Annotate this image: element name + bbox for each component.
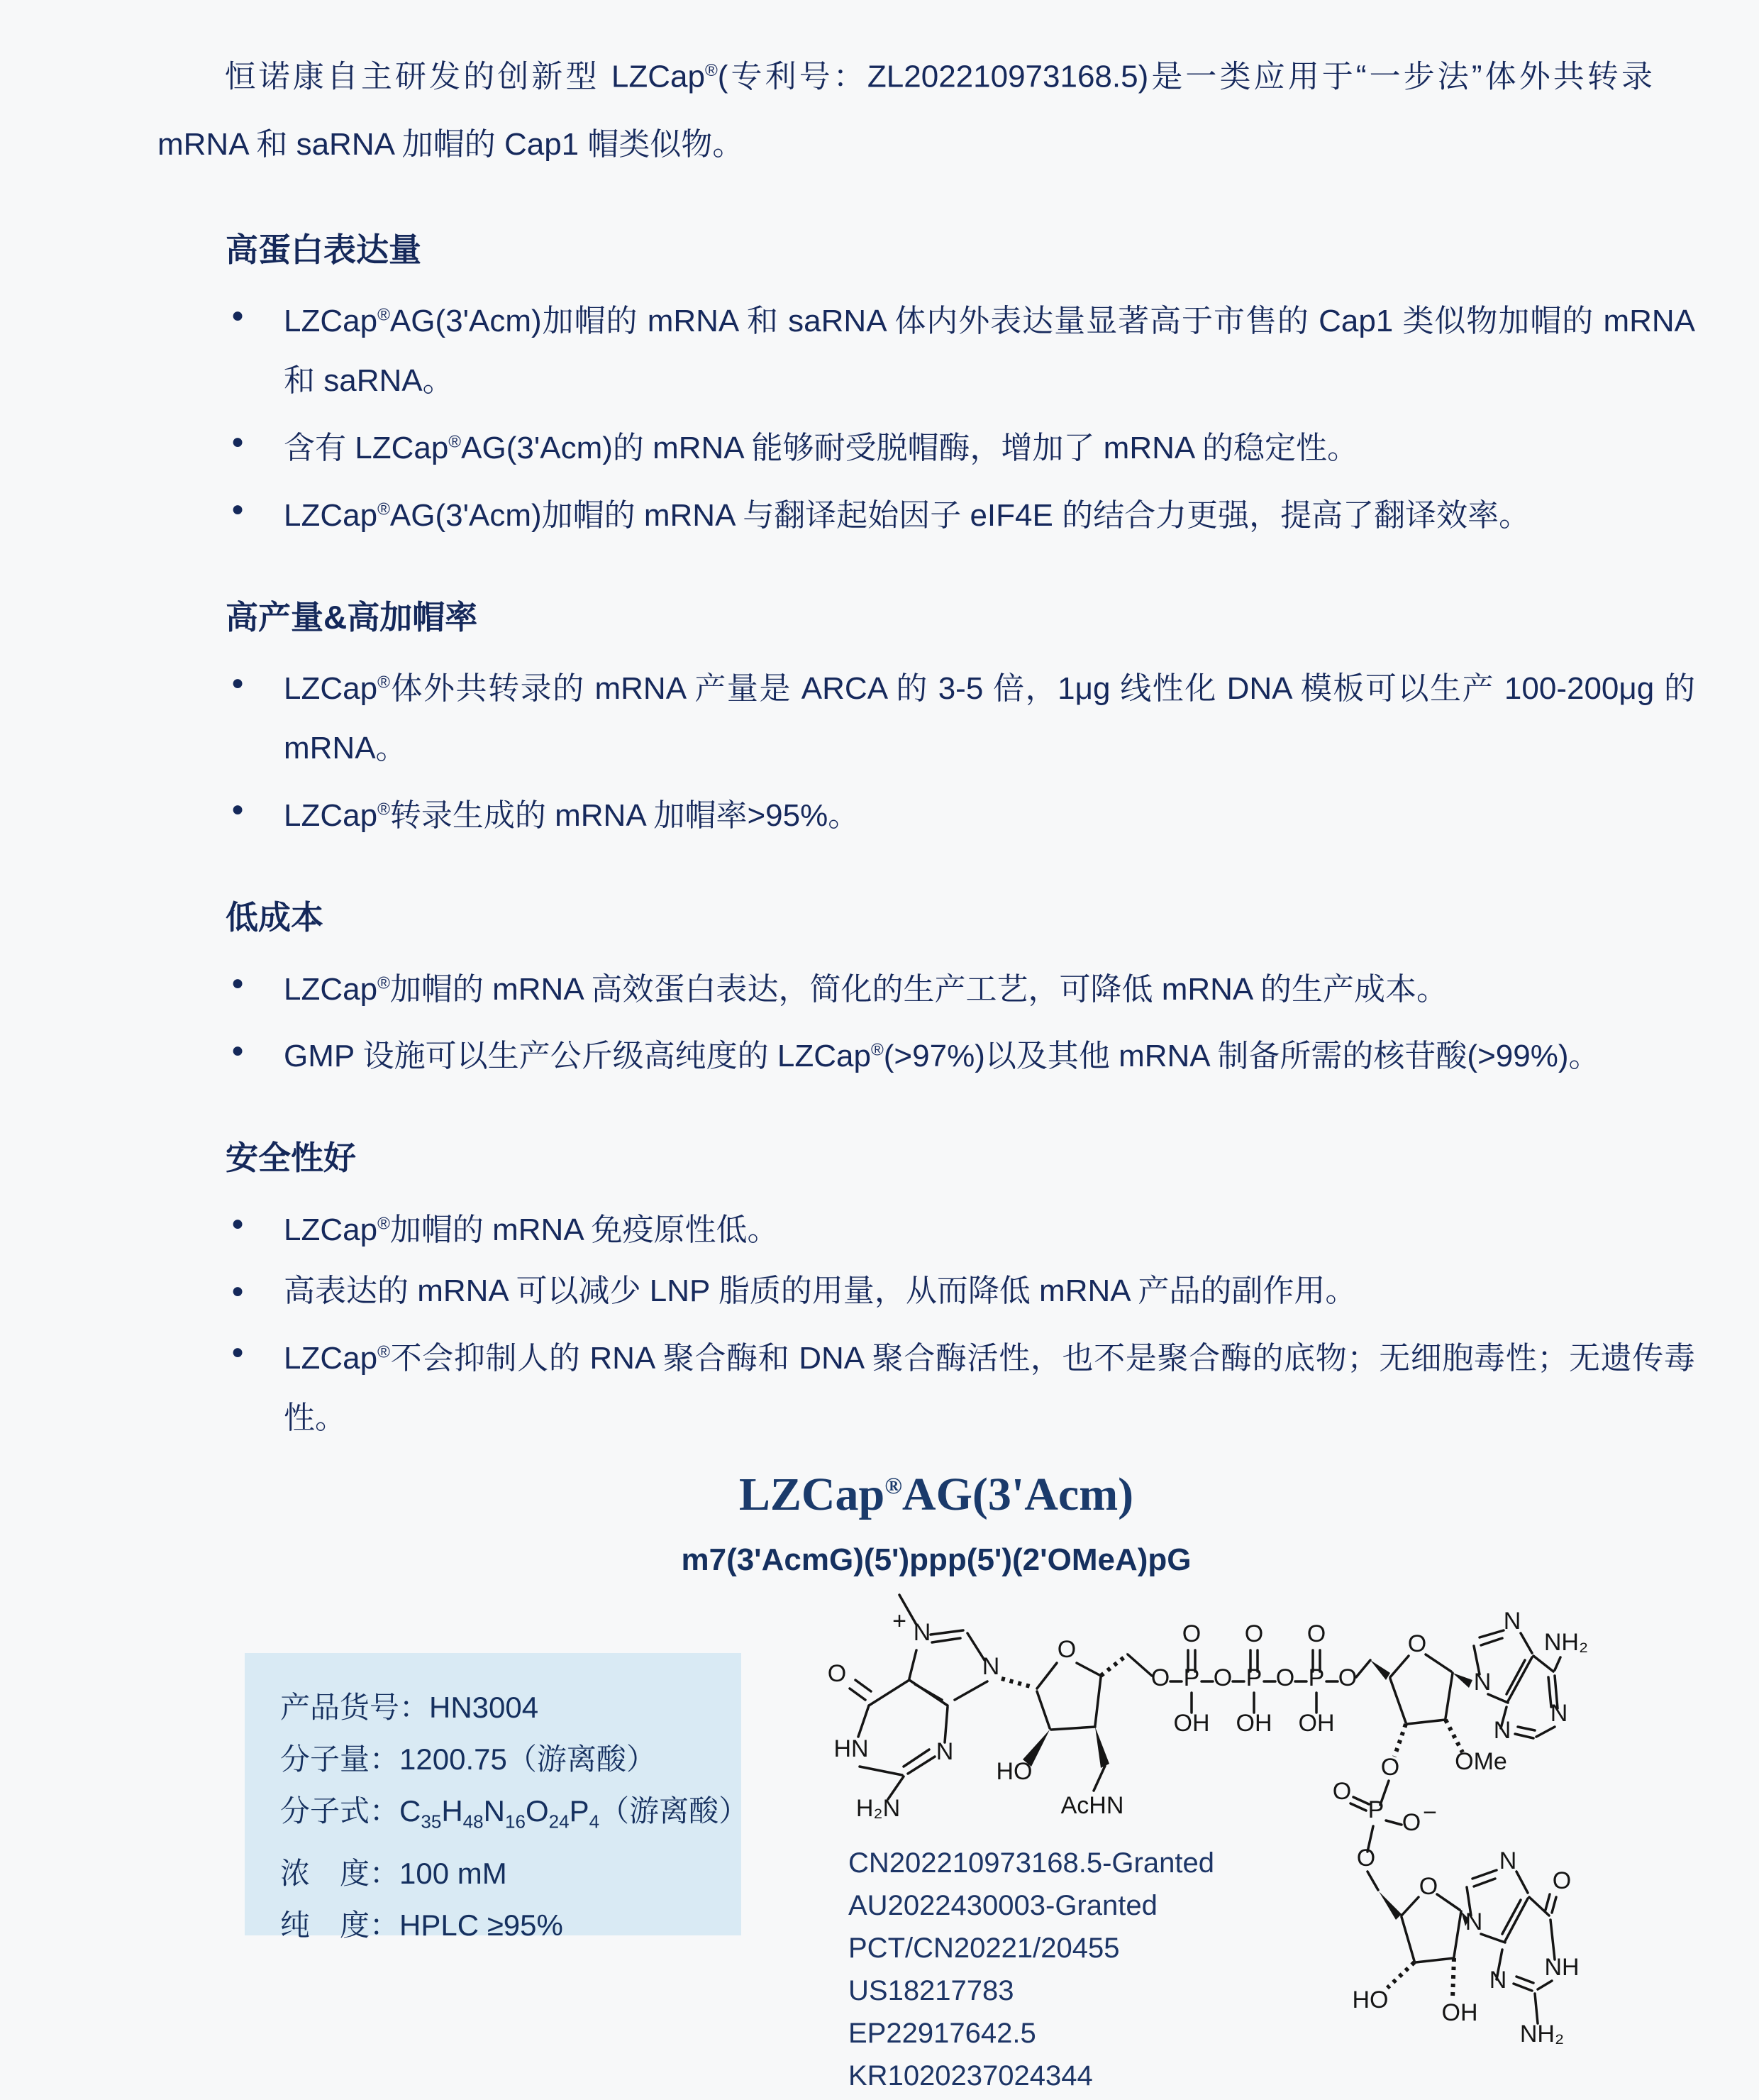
bullet-item [230,286,1695,411]
spec-value: $C_{35}H_{48}N_{16}O_{24}P_4$（游离酸） [399,1794,749,1833]
atom-label: O [1182,1620,1202,1647]
bullet-item [230,653,1695,779]
atom-label: O [1407,1630,1427,1657]
product-title: LZCap®AG(3'Acm) [738,1468,1134,1520]
bullet-item [230,1322,1695,1448]
cap-formula: m7(3'AcmG)(5')ppp(5')(2'OMeA)pG [681,1542,1192,1577]
atom-label: O [1380,1754,1400,1781]
atom-label: O [1332,1778,1352,1805]
atom-label: O [1356,1845,1376,1872]
atom-label: HN [833,1735,869,1762]
atom-label: N [936,1738,954,1765]
atom-label: NH [1544,1954,1580,1981]
atom-label: HO [996,1758,1033,1785]
atom-label: O [1552,1867,1572,1894]
patent-number: KR1020237024344 [848,2060,1093,2091]
atom-label: + [892,1608,906,1635]
atom-label: H₂N [855,1795,901,1822]
spec-value: 1200.75（游离酸） [399,1742,656,1776]
atom-label: N [1489,1967,1507,1994]
bullet-text: 高表达的 mRNA 可以减少 LNP 脂质的用量，从而降低 mRNA 产品的副作用。 [284,1273,1357,1308]
bullet-text: GMP 设施可以生产公斤级高纯度的 LZCap®(>97%)以及其他 mRNA 制备所需的核苷酸(>99%)。 [284,1039,1600,1074]
patent-number: CN202210973168.5-Granted [848,1847,1214,1879]
feature-section [226,595,1695,846]
atom-label: N [1465,1908,1483,1935]
atom-label: NH₂ [1519,2021,1565,2048]
atom-label: O [1306,1620,1326,1647]
atom-label: P [1183,1664,1200,1691]
product-spec-box [245,1653,749,1942]
spec-row [280,1785,749,1847]
atom-label: O [1419,1873,1438,1900]
atom-label: OMe [1455,1748,1507,1775]
bullet-item [230,954,1695,1019]
section-heading: 高蛋白表达量 [226,231,421,268]
spec-value: 100 mM [399,1857,507,1891]
spec-row [280,1733,741,1785]
atom-label: N [1550,1700,1568,1727]
atom-label: OH [1298,1710,1335,1737]
atom-label: N [1499,1847,1517,1874]
spec-label: 分子式： [280,1794,400,1828]
atom-label: P [1367,1796,1385,1823]
atom-label: N [1473,1669,1492,1696]
spec-row [280,1899,741,1951]
bullet-text: LZCap®不会抑制人的 RNA 聚合酶和 DNA 聚合酶活性，也不是聚合酶的底物；无细胞毒性；无遗传毒性。 [284,1340,1695,1435]
atom-label: O [1338,1664,1358,1691]
patent-number: US18217783 [848,1975,1014,2006]
atom-label: N [1503,1608,1521,1635]
spec-label: 分子量： [280,1742,400,1776]
feature-section [226,228,1695,546]
spec-row [280,1847,741,1899]
bullet-item [230,780,1695,846]
bullet-item [230,412,1695,478]
atom-label: P [1308,1664,1325,1691]
patent-number: EP22917642.5 [848,2018,1036,2049]
atom-label: NH₂ [1543,1629,1589,1656]
atom-label: O [1275,1664,1295,1691]
section-heading: 低成本 [226,898,323,936]
bullet-text: 含有 LZCap®AG(3'Acm)的 mRNA 能够耐受脱帽酶，增加了 mRNA 的稳定性。 [284,430,1359,465]
bullet-item [230,1194,1695,1260]
bullet-item [230,480,1695,546]
spec-value: HN3004 [429,1691,539,1724]
intro-paragraph: 恒诺康自主研发的创新型 LZCap®(专利号：ZL202210973168.5)是一类应用于“一步法”体外共转录 mRNA 和 saRNA 加帽的 Cap1 帽类似物。 [157,59,1653,162]
section-heading: 安全性好 [226,1139,356,1177]
section-heading: 高产量&高加帽率 [226,598,478,636]
bullet-list [230,653,1695,846]
bullet-list [230,1194,1695,1447]
spec-value: HPLC ≥95% [399,1908,563,1942]
bullet-item [230,1261,1695,1321]
bullet-text: LZCap®体外共转录的 mRNA 产量是 ARCA 的 3-5 倍，1μg 线性化 DNA 模板可以生产 100-200μg 的 mRNA。 [284,671,1695,766]
bullet-text: LZCap®AG(3'Acm)加帽的 mRNA 与翻译起始因子 eIF4E 的结合力更强，提高了翻译效率。 [284,497,1531,533]
atom-label: O [1402,1809,1421,1836]
bullet-item [230,1021,1695,1087]
spec-label: 纯 度： [280,1908,400,1942]
spec-label: 产品货号： [280,1691,430,1724]
atom-label: OH [1173,1710,1210,1737]
atom-label: AcHN [1060,1792,1124,1819]
bullet-text: LZCap®加帽的 mRNA 高效蛋白表达，简化的生产工艺，可降低 mRNA 的生产成本。 [284,971,1448,1007]
bullet-text: LZCap®转录生成的 mRNA 加帽率>95%。 [284,797,860,833]
structure-bonds [850,1595,1560,2023]
atom-label: O [1213,1664,1233,1691]
feature-section [226,895,1695,1086]
feature-section [226,1136,1695,1447]
atom-label: OH [1236,1710,1272,1737]
patent-number: AU2022430003-Granted [848,1890,1158,1921]
atom-label: OH [1441,1999,1478,2026]
structure-atom-labels [828,1608,1588,2048]
bullet-list [230,286,1695,546]
atom-label: O [1150,1664,1170,1691]
bullet-list [230,954,1695,1086]
spec-label: 浓 度： [280,1857,400,1891]
atom-label: O [827,1660,847,1687]
atom-label: N [913,1619,931,1646]
bullet-text: LZCap®AG(3'Acm)加帽的 mRNA 和 saRNA 体内外表达量显著高于市售的 Cap1 类似物加帽的 mRNA 和 saRNA。 [284,304,1695,399]
spec-row [280,1681,741,1733]
atom-label: O [1057,1636,1077,1663]
chemical-structure-diagram [809,1566,1589,2099]
patent-number: PCT/CN20221/20455 [848,1933,1120,1964]
atom-label: P [1245,1664,1263,1691]
atom-label: N [1493,1717,1511,1744]
feature-sections [0,228,1759,1448]
atom-label: N [982,1653,1000,1680]
atom-label: HO [1352,1986,1389,2013]
atom-label: − [1423,1799,1437,1826]
bullet-text: LZCap®加帽的 mRNA 免疫原性低。 [284,1212,779,1247]
atom-label: O [1244,1620,1264,1647]
